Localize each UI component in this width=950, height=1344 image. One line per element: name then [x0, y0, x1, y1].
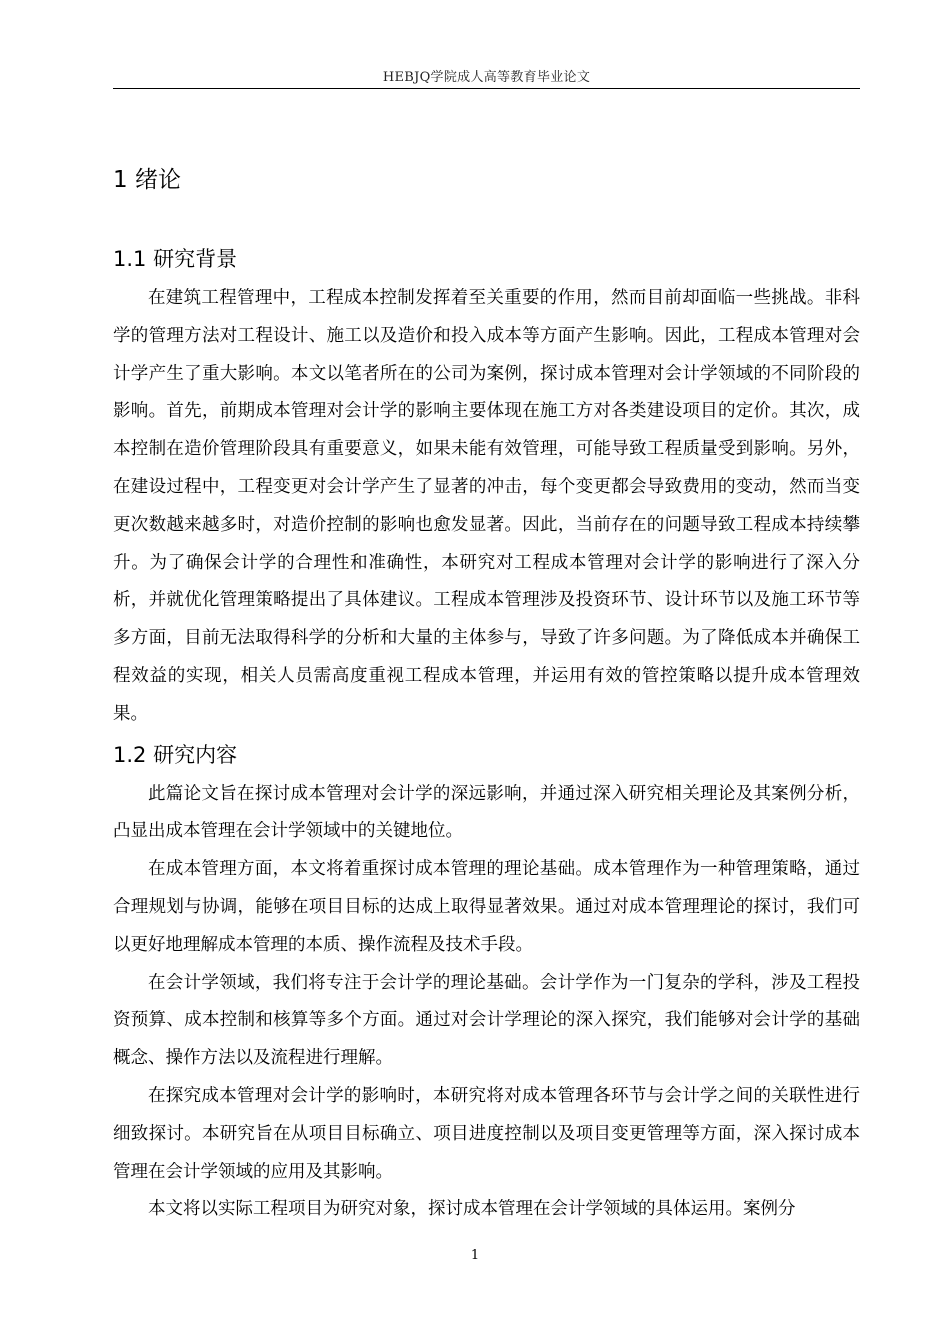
paragraph: 在探究成本管理对会计学的影响时，本研究将对成本管理各环节与会计学之间的关联性进行细致探讨。本研究旨在从项目目标确立、项目进度控制以及项目变更管理等方面，深入探讨成本管理在会计学领域的应用及其影响。: [113, 1085, 860, 1182]
paragraph: 本文将以实际工程项目为研究对象，探讨成本管理在会计学领域的具体运用。案例分: [148, 1199, 796, 1220]
section-title-background: 1.1 研究背景: [113, 247, 238, 271]
page-number: 1: [470, 1248, 480, 1263]
page-body: [113, 150, 860, 1229]
running-header: HEBJQ学院成人高等教育毕业论文: [382, 70, 591, 85]
chapter-title: 1 绪论: [113, 167, 181, 193]
header-rule: [113, 88, 860, 89]
section-title-content: 1.2 研究内容: [113, 742, 238, 767]
paragraph: 在成本管理方面，本文将着重探讨成本管理的理论基础。成本管理作为一种管理策略，通过合理规划与协调，能够在项目目标的达成上取得显著效果。通过对成本管理理论的探讨，我们可以更好地理解成本管理的本质、操作流程及技术手段。: [113, 859, 860, 955]
paragraph: 在建筑工程管理中，工程成本控制发挥着至关重要的作用，然而目前却面临一些挑战。非科学的管理方法对工程设计、施工以及造价和投入成本等方面产生影响。因此，工程成本管理对会计学产生了重大影响。本文以笔者所在的公司为案例，探讨成本管理对会计学领域的不同阶段的影响。首先，前期成本管理对会计学的影响主要体现在施工方对各类建设项目的定价。其次，成本控制在造价管理阶段具有重要意义，如果未能有效管理，可能导致工程质量受到影响。另外，在建设过程中，工程变更对会计学产生了显著的冲击，每个变更都会导致费用的变动，然而当变更次数越来越多时，对造价控制的影响也愈发显著。因此，当前存在的问题导致工程成本持续攀升。为了确保会计学的合理性和准确性，本研究对工程成本管理对会计学的影响进行了深入分析，并就优化管理策略提出了具体建议。工程成本管理涉及投资环节、设计环节以及施工环节等多方面，目前无法取得科学的分析和大量的主体参与，导致了许多问题。为了降低成本并确保工程效益的实现，相关人员需高度重视工程成本管理，并运用有效的管控策略以提升成本管理效果。: [113, 288, 860, 724]
paragraph: 此篇论文旨在探讨成本管理对会计学的深远影响，并通过深入研究相关理论及其案例分析，凸显出成本管理在会计学领域中的关键地位。: [113, 783, 860, 842]
paragraph: 在会计学领域，我们将专注于会计学的理论基础。会计学作为一门复杂的学科，涉及工程投资预算、成本控制和核算等多个方面。通过对会计学理论的深入探究，我们能够对会计学的基础概念、操作方法以及流程进行理解。: [113, 972, 860, 1069]
